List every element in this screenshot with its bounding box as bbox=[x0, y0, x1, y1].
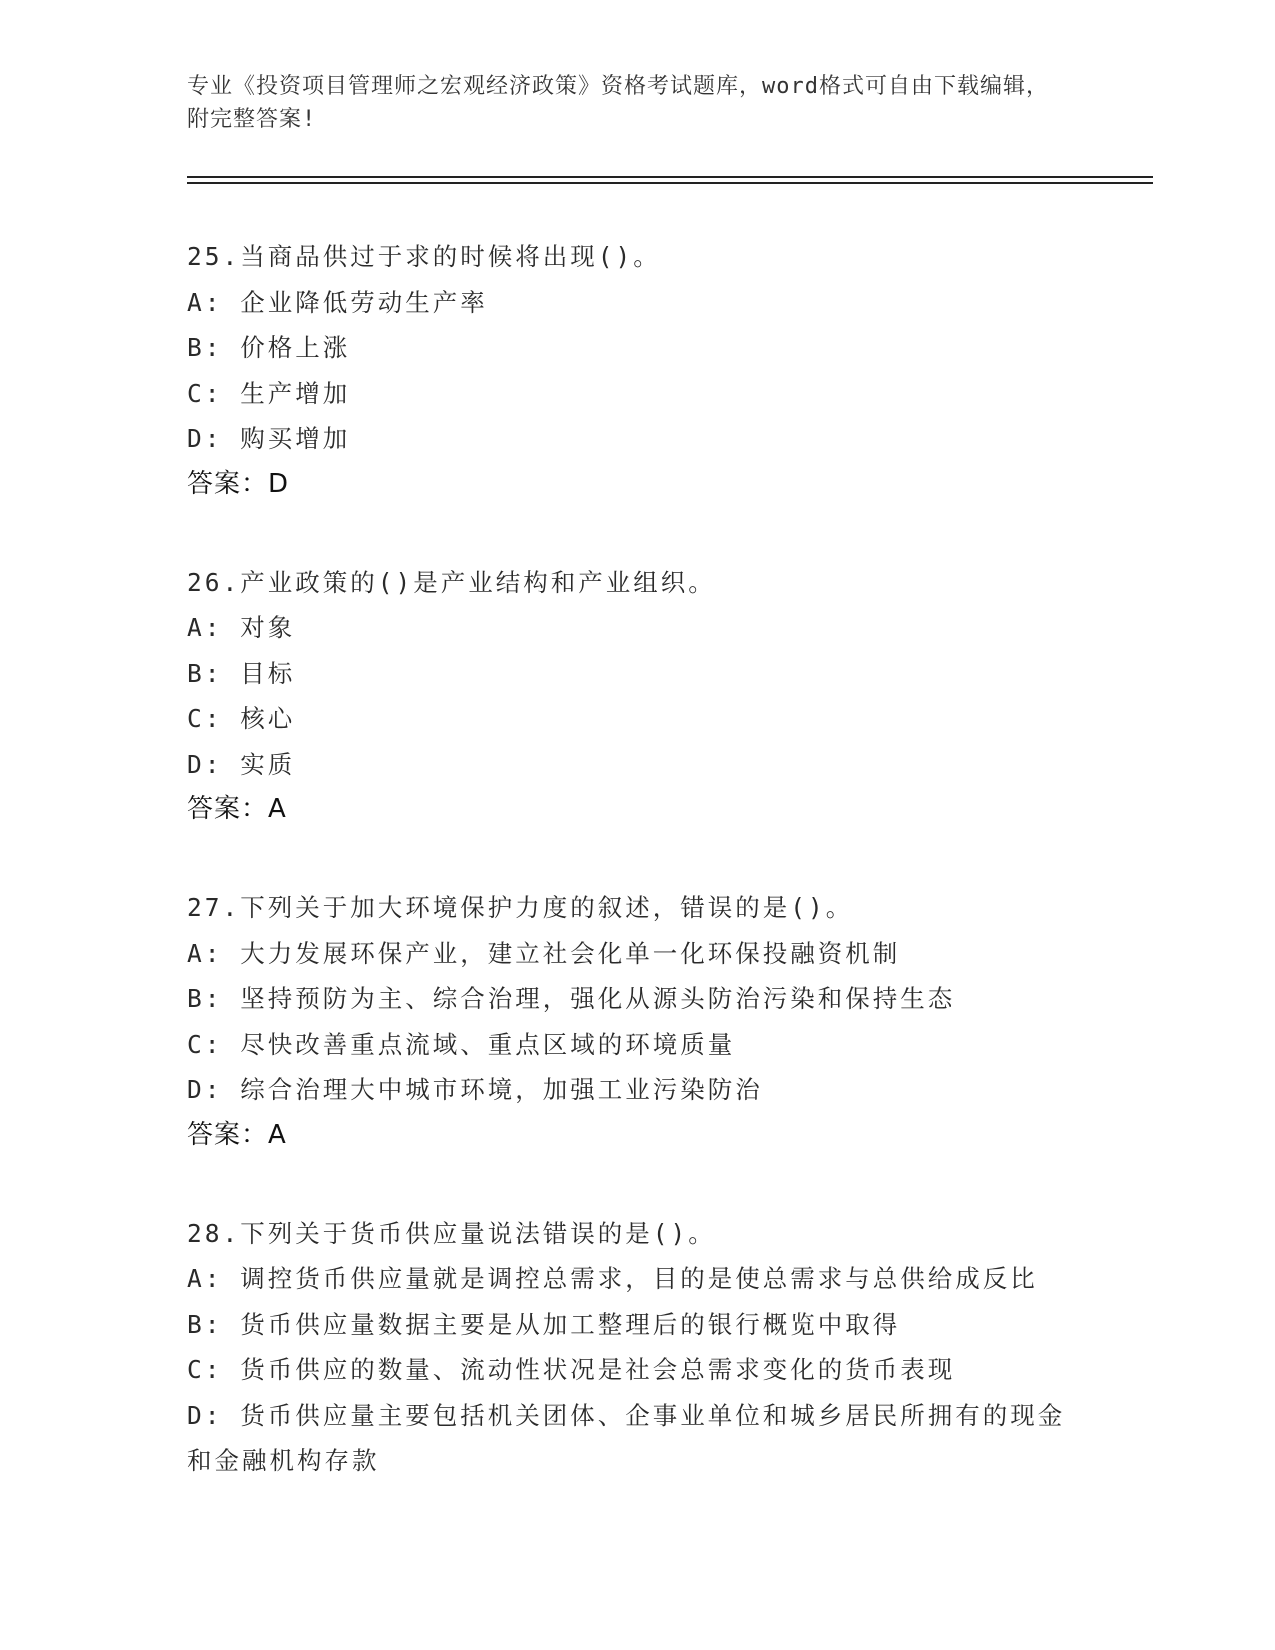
option-d: D: 购买增加 bbox=[187, 424, 351, 453]
option-c: C: 核心 bbox=[187, 704, 296, 733]
option-c: C: 货币供应的数量、流动性状况是社会总需求变化的货币表现 bbox=[187, 1355, 956, 1384]
option-a: A: 对象 bbox=[187, 613, 296, 642]
question-25 bbox=[187, 234, 1087, 507]
question-28 bbox=[187, 1211, 1087, 1484]
question-stem: 26.产业政策的()是产业结构和产业组织。 bbox=[187, 567, 716, 597]
question-stem: 27.下列关于加大环境保护力度的叙述，错误的是()。 bbox=[187, 893, 854, 922]
option-b: B: 目标 bbox=[187, 658, 296, 688]
option-d: D: 实质 bbox=[187, 749, 296, 779]
question-27 bbox=[187, 885, 1087, 1158]
answer-label: 答案：A bbox=[187, 794, 287, 824]
option-b: B: 价格上涨 bbox=[187, 333, 351, 362]
option-a: A: 调控货币供应量就是调控总需求，目的是使总需求与总供给成反比 bbox=[187, 1264, 1038, 1293]
header-rule-bottom bbox=[187, 182, 1153, 184]
option-a: A: 企业降低劳动生产率 bbox=[187, 287, 488, 317]
option-b: B: 坚持预防为主、综合治理，强化从源头防治污染和保持生态 bbox=[187, 984, 956, 1013]
option-d: D: 货币供应量主要包括机关团体、企事业单位和城乡居民所拥有的现金和金融机构存款 bbox=[187, 1400, 1066, 1475]
document-header: 专业《投资项目管理师之宏观经济政策》资格考试题库，word格式可自由下载编辑，附完整答案! bbox=[187, 74, 1049, 132]
option-a: A: 大力发展环保产业，建立社会化单一化环保投融资机制 bbox=[187, 938, 901, 968]
option-c: C: 尽快改善重点流域、重点区域的环境质量 bbox=[187, 1029, 736, 1059]
answer-label: 答案：A bbox=[187, 1119, 287, 1150]
question-stem: 28.下列关于货币供应量说法错误的是()。 bbox=[187, 1218, 716, 1248]
option-b: B: 货币供应量数据主要是从加工整理后的银行概览中取得 bbox=[187, 1309, 901, 1339]
question-26 bbox=[187, 560, 1087, 833]
option-d: D: 综合治理大中城市环境，加强工业污染防治 bbox=[187, 1075, 763, 1104]
header-rule-top bbox=[187, 176, 1153, 178]
question-stem: 25.当商品供过于求的时候将出现()。 bbox=[187, 242, 661, 271]
answer-label: 答案：D bbox=[187, 468, 290, 499]
question-list bbox=[187, 234, 1087, 1537]
option-c: C: 生产增加 bbox=[187, 378, 351, 408]
